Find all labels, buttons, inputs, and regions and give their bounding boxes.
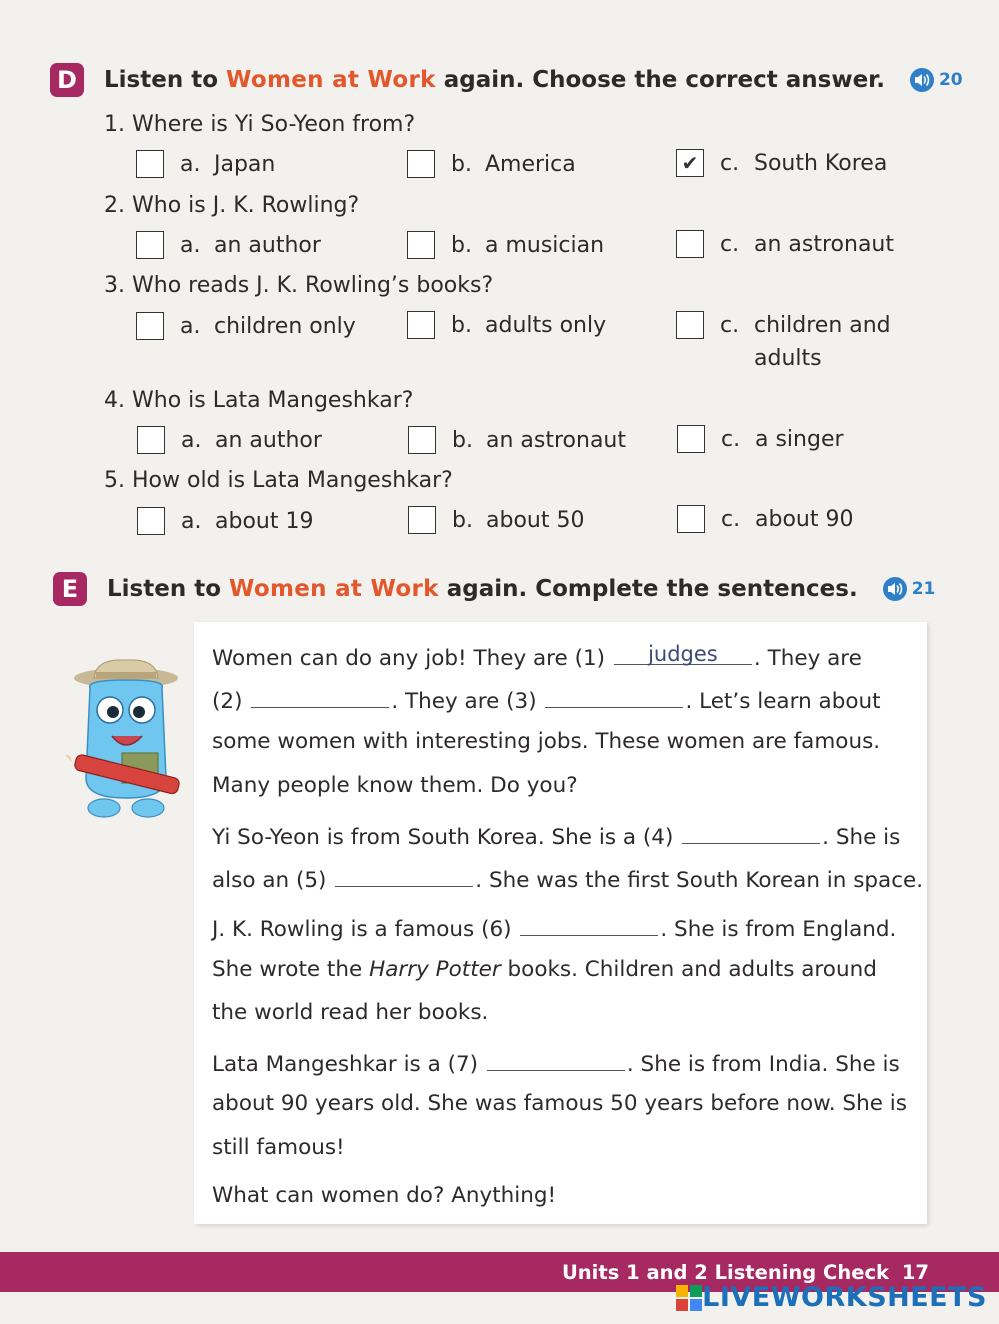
- checkbox[interactable]: [136, 231, 164, 259]
- q5-option-b[interactable]: b. about 50: [408, 506, 584, 536]
- answer-input-7[interactable]: [487, 1048, 625, 1072]
- page-number: 17: [901, 1261, 929, 1284]
- speaker-icon: [909, 67, 935, 93]
- checkbox[interactable]: [408, 506, 436, 534]
- passage-line: J. K. Rowling is a famous (6) . She is from England.: [212, 913, 896, 942]
- mascot-explorer-illustration: [66, 658, 188, 824]
- question-2: 2. Who is J. K. Rowling?: [104, 193, 360, 218]
- passage-line: (2) . They are (3) . Let’s learn about: [212, 685, 881, 714]
- question-5: 5. How old is Lata Mangeshkar?: [104, 468, 453, 493]
- checkbox[interactable]: [407, 311, 435, 339]
- passage-line: the world read her books.: [212, 1000, 489, 1025]
- q5-option-c[interactable]: c. about 90: [677, 505, 853, 535]
- blank-2[interactable]: [251, 685, 389, 708]
- section-e-badge: E: [53, 572, 87, 606]
- checkbox[interactable]: [136, 312, 164, 340]
- blank-5[interactable]: [335, 864, 473, 887]
- q2-option-c[interactable]: c. an astronaut: [676, 230, 894, 260]
- checkbox[interactable]: [676, 230, 704, 258]
- checkbox[interactable]: [137, 507, 165, 535]
- blank-6[interactable]: [520, 913, 658, 936]
- blank-1[interactable]: [614, 642, 752, 665]
- footer-title: Units 1 and 2 Listening Check: [561, 1261, 889, 1284]
- passage-line: Women can do any job! They are (1) judges . They are: [212, 642, 862, 671]
- q3-option-c[interactable]: c. children and adults: [676, 311, 891, 375]
- q3-option-b[interactable]: b. adults only: [407, 311, 606, 341]
- section-d-instruction: Listen to Women at Work again. Choose the correct answer.: [104, 67, 885, 93]
- blank-3[interactable]: [545, 685, 683, 708]
- passage-line: some women with interesting jobs. These women are famous.: [212, 729, 881, 754]
- answer-input-5[interactable]: [335, 864, 473, 888]
- checkbox-checked[interactable]: ✔: [676, 149, 704, 177]
- checkbox[interactable]: [676, 311, 704, 339]
- checkbox[interactable]: [136, 150, 164, 178]
- passage-line: Many people know them. Do you?: [212, 773, 578, 798]
- checkbox[interactable]: [137, 426, 165, 454]
- question-4: 4. Who is Lata Mangeshkar?: [104, 388, 414, 413]
- section-d-header: [50, 63, 963, 97]
- checkbox[interactable]: [677, 505, 705, 533]
- answer-input-4[interactable]: [682, 821, 820, 845]
- checkbox[interactable]: [408, 426, 436, 454]
- blank-7[interactable]: [487, 1048, 625, 1071]
- q2-option-b[interactable]: b. a musician: [407, 231, 604, 261]
- audio-button-20[interactable]: [909, 67, 963, 93]
- question-1: 1. Where is Yi So-Yeon from?: [104, 112, 416, 137]
- q3-option-a[interactable]: a. children only: [136, 312, 356, 342]
- section-e-header: [53, 572, 935, 606]
- liveworksheets-text: LIVEWORKSHEETS: [702, 1282, 987, 1313]
- passage-line: about 90 years old. She was famous 50 years before now. She is: [212, 1091, 907, 1116]
- passage-line: Lata Mangeshkar is a (7) . She is from India. She is: [212, 1048, 900, 1077]
- liveworksheets-icon: [676, 1285, 702, 1311]
- q4-option-b[interactable]: b. an astronaut: [408, 426, 626, 456]
- liveworksheets-logo[interactable]: [676, 1282, 987, 1313]
- section-d-badge: D: [50, 63, 84, 97]
- passage-line: still famous!: [212, 1135, 345, 1160]
- passage-line: What can women do? Anything!: [212, 1183, 557, 1208]
- question-3: 3. Who reads J. K. Rowling’s books?: [104, 273, 494, 298]
- audio-button-21[interactable]: [882, 576, 936, 602]
- passage-line: Yi So-Yeon is from South Korea. She is a (4) . She is: [212, 821, 900, 850]
- section-e-instruction: Listen to Women at Work again. Complete the sentences.: [107, 576, 858, 602]
- answer-input-1[interactable]: [614, 642, 752, 666]
- q1-option-b[interactable]: b. America: [407, 150, 576, 180]
- checkbox[interactable]: [407, 150, 435, 178]
- q5-option-a[interactable]: a. about 19: [137, 507, 313, 537]
- answer-input-6[interactable]: [520, 913, 658, 937]
- passage-line: also an (5) . She was the first South Korean in space.: [212, 864, 923, 893]
- q1-option-a[interactable]: a. Japan: [136, 150, 275, 180]
- answer-input-3[interactable]: [545, 685, 683, 709]
- speaker-icon: [882, 576, 908, 602]
- answer-input-2[interactable]: [251, 685, 389, 709]
- q4-option-c[interactable]: c. a singer: [677, 425, 844, 455]
- audio-track-number: 20: [938, 70, 963, 90]
- passage-line: She wrote the Harry Potter books. Children and adults around: [212, 957, 877, 982]
- checkbox[interactable]: [677, 425, 705, 453]
- q2-option-a[interactable]: a. an author: [136, 231, 321, 261]
- checkbox[interactable]: [407, 231, 435, 259]
- q1-option-c[interactable]: ✔ c. South Korea: [676, 149, 887, 179]
- blank-4[interactable]: [682, 821, 820, 844]
- reading-panel: [194, 622, 927, 1224]
- audio-track-number: 21: [911, 579, 936, 599]
- q4-option-a[interactable]: a. an author: [137, 426, 322, 456]
